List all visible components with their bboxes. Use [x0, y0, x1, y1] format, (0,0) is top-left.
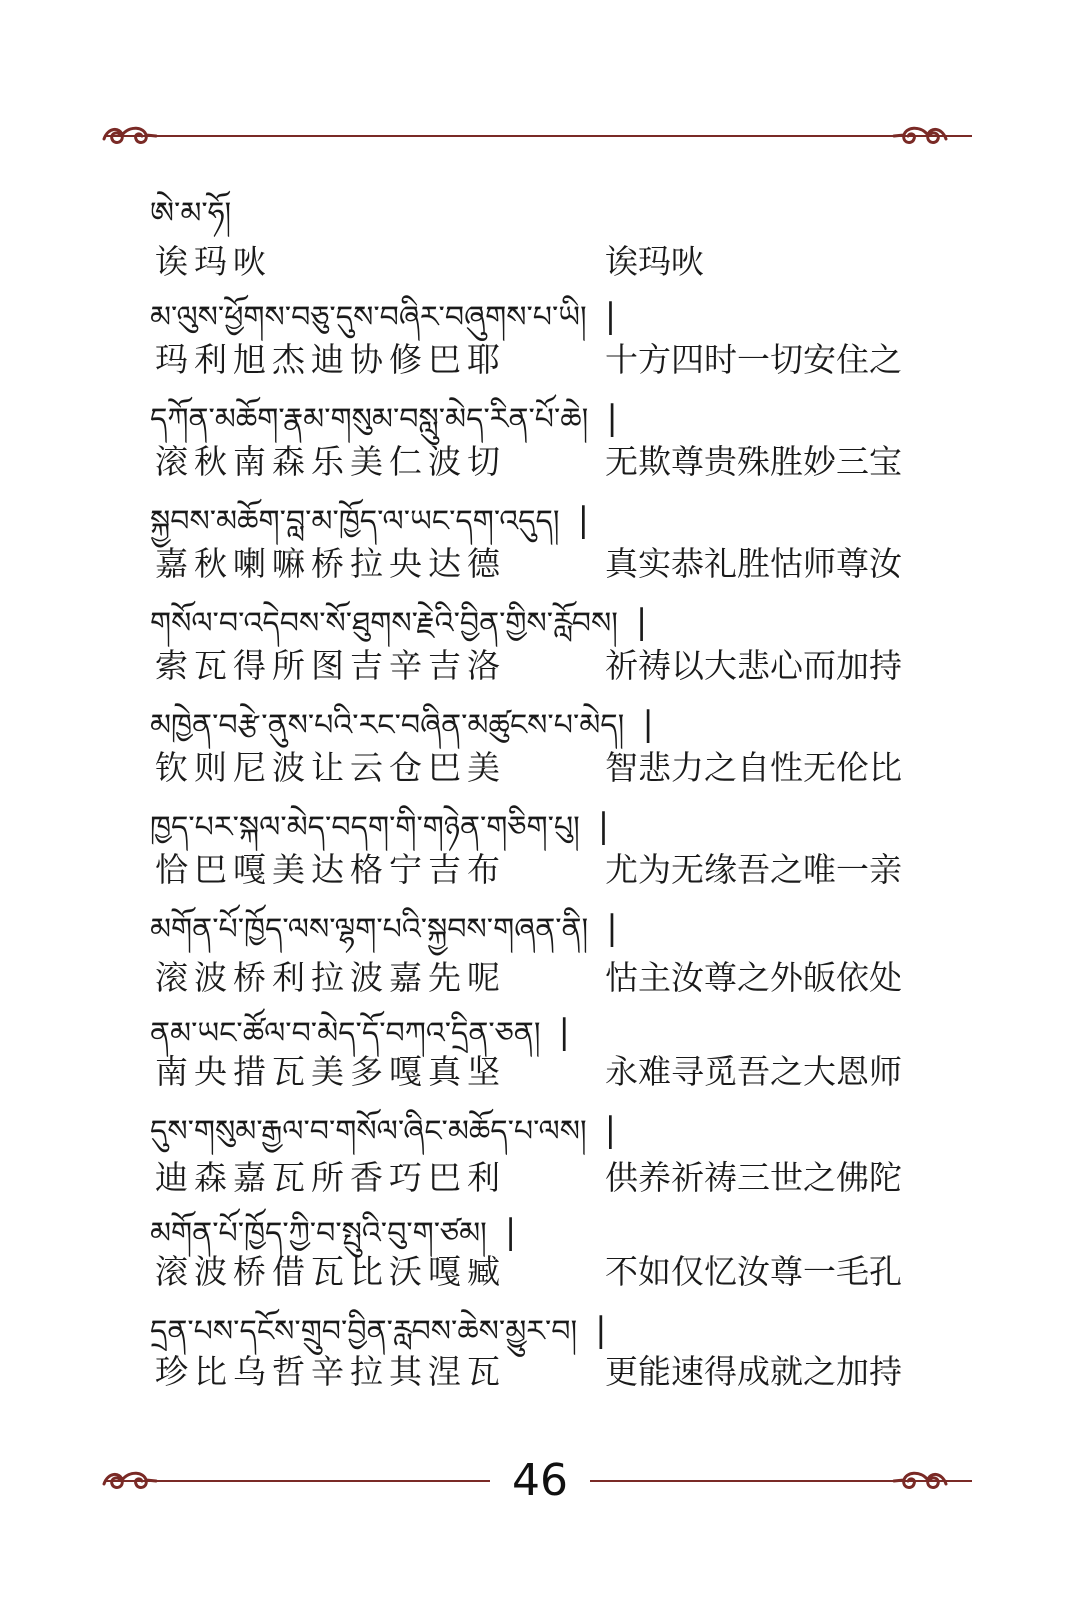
heading-transliteration: 诶玛吙	[155, 242, 272, 281]
verse-transliteration: 滚波桥利拉波嘉先呢	[155, 958, 506, 997]
verse-transliteration: 恰巴嘎美达格宁吉布	[155, 850, 506, 889]
verse-tibetan: ནམ་ཡང་ཚོལ་བ་མེད་དོ་བཀའ་དྲིན་ཅན། |	[150, 1012, 570, 1052]
verse-transliteration: 迪森嘉瓦所香巧巴利	[155, 1158, 506, 1197]
verse-transliteration: 索瓦得所图吉辛吉洛	[155, 646, 506, 685]
verse-tibetan: སྐྱབས་མཆོག་བླ་མ་ཁྱོད་ལ་ཡང་དག་འདུད། |	[150, 500, 590, 540]
verse-tibetan: ཁྱད་པར་སྐལ་མེད་བདག་གི་གཉེན་གཅིག་པུ། |	[150, 806, 610, 846]
verse-tibetan: དྲན་པས་དངོས་གྲུབ་བྱིན་རླབས་ཆེས་མྱུར་བ། |	[150, 1310, 607, 1350]
verse-translation: 祈祷以大悲心而加持	[605, 646, 902, 685]
verse-translation: 真实恭礼胜怙师尊汝	[605, 544, 902, 583]
verse-translation: 怙主汝尊之外皈依处	[605, 958, 902, 997]
verse-tibetan: གསོལ་བ་འདེབས་སོ་ཐུགས་རྗེའི་བྱིན་གྱིས་རློབས། |	[150, 602, 648, 642]
verse-translation: 无欺尊贵殊胜妙三宝	[605, 442, 902, 481]
page-number-box	[490, 1450, 590, 1512]
verse-transliteration: 玛利旭杰迪协修巴耶	[155, 340, 506, 379]
scroll-ornament-icon	[100, 1466, 158, 1496]
verse-translation: 智悲力之自性无伦比	[605, 748, 902, 787]
scroll-ornament-icon	[892, 1466, 950, 1496]
verse-tibetan: མ་ལུས་ཕྱོགས་བཅུ་དུས་བཞིར་བཞུགས་པ་ཡི། |	[150, 296, 617, 336]
verse-translation: 十方四时一切安住之	[605, 340, 902, 379]
verse-translation: 尤为无缘吾之唯一亲	[605, 850, 902, 889]
heading-translation: 诶玛吙	[605, 242, 704, 281]
heading-tibetan: ཨེ་མ་ཧོ།	[150, 196, 232, 231]
verse-translation: 供养祈祷三世之佛陀	[605, 1158, 902, 1197]
verse-tibetan: དུས་གསུམ་རྒྱལ་བ་གསོལ་ཞིང་མཆོད་པ་ལས། |	[150, 1110, 617, 1150]
verse-transliteration: 滚秋南森乐美仁波切	[155, 442, 506, 481]
page-number: 46	[512, 1455, 568, 1506]
verse-transliteration: 嘉秋喇嘛桥拉央达德	[155, 544, 506, 583]
verse-tibetan: མཁྱེན་བརྩེ་ནུས་པའི་རང་བཞིན་མཚུངས་པ་མེད། |	[150, 704, 654, 744]
top-rule	[104, 135, 972, 137]
scroll-ornament-icon	[892, 121, 950, 151]
verse-tibetan: དཀོན་མཆོག་རྣམ་གསུམ་བསླུ་མེད་རིན་པོ་ཆེ། |	[150, 398, 618, 438]
verse-translation: 更能速得成就之加持	[605, 1352, 902, 1391]
verse-tibetan: མགོན་པོ་ཁྱོད་ཀྱི་བ་སྤུའི་བུ་ག་ཙམ། |	[150, 1212, 517, 1252]
verse-translation: 不如仅忆汝尊一毛孔	[605, 1252, 902, 1291]
verse-tibetan: མགོན་པོ་ཁྱོད་ལས་ལྷག་པའི་སྐྱབས་གཞན་ནི། |	[150, 908, 618, 948]
verse-transliteration: 南央措瓦美多嘎真坚	[155, 1052, 506, 1091]
scroll-ornament-icon	[100, 121, 158, 151]
verse-transliteration: 钦则尼波让云仓巴美	[155, 748, 506, 787]
verse-translation: 永难寻觅吾之大恩师	[605, 1052, 902, 1091]
verse-transliteration: 珍比乌哲辛拉其涅瓦	[155, 1352, 506, 1391]
verse-transliteration: 滚波桥借瓦比沃嘎臧	[155, 1252, 506, 1291]
